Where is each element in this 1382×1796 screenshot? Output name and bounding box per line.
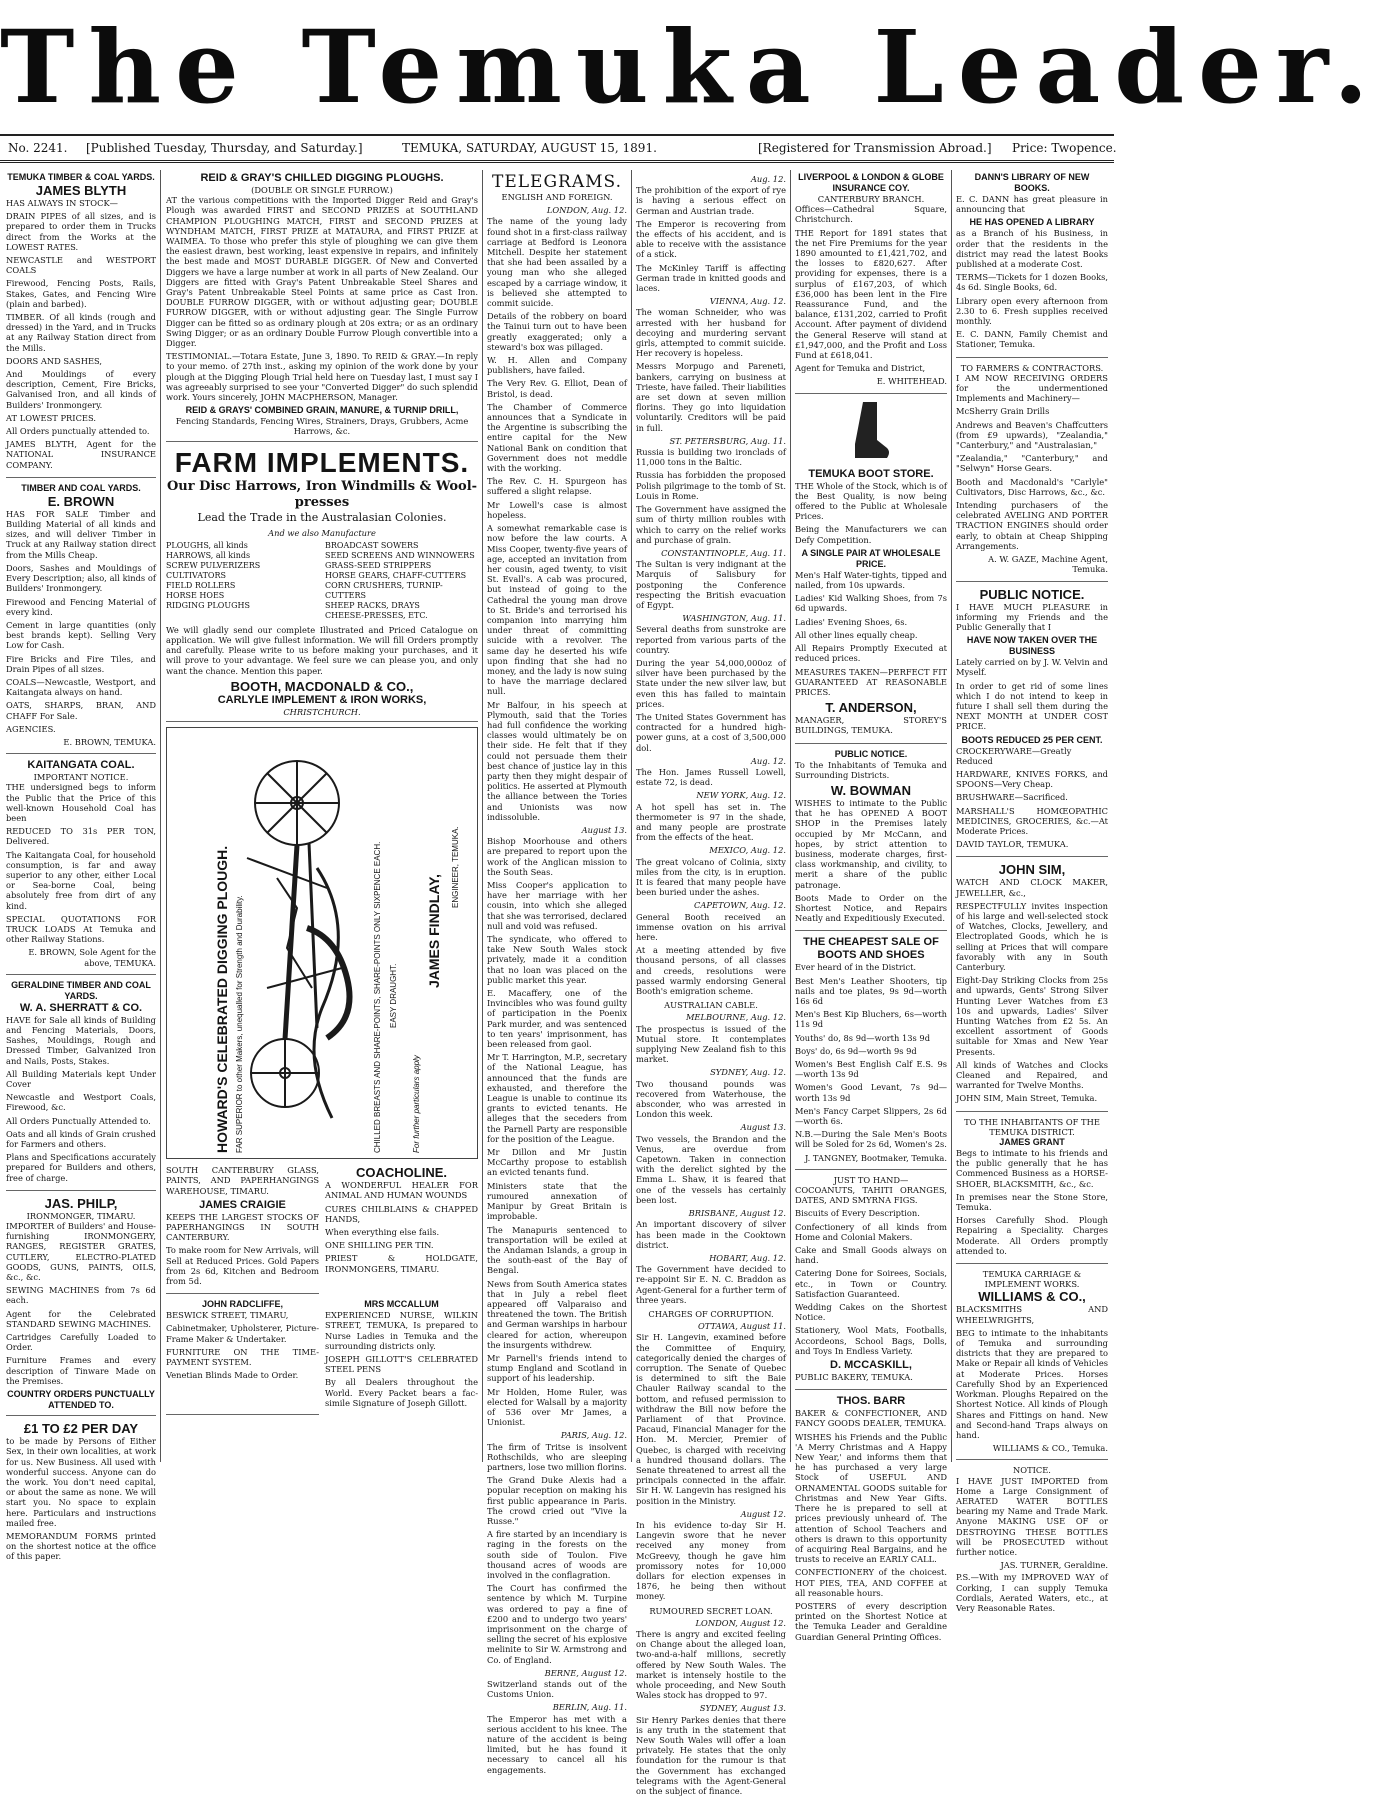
ad-howards-plough: HOWARD'S CELEBRATED DIGGING PLOUGH. FAR SUPERIOR to other Makers, unequalled for Strength and Durability. CHILLED BREASTS AND SHARE-POINTS, SHARE-POINTS ONLY SIXPENCE EACH. EASY DRAUGHT. For further particulars apply JAMES FINDLAY, ENGINEER, TEMUKA.: [166, 727, 478, 1159]
news-paragraph: A fire started by an incendiary is raging in the forests on the south side of Toulon. Five thousand acres of woods are involved in the conflagration.: [487, 1529, 627, 1580]
news-paragraph: Two vessels, the Brandon and the Venus, are overdue from Capetown. Taken in connection with the derelict sighted by the Emma L. Shaw, it is feared that one of the vessels has certainly been lost.: [636, 1133, 786, 1205]
ad-name: W. A. SHERRATT & CO.: [19, 1001, 143, 1014]
dateline-entry: BERNE, August 12.: [544, 1667, 627, 1678]
dateline-entry: LONDON, August 12.: [695, 1617, 786, 1628]
registration-note: [Registered for Transmission Abroad.]: [758, 141, 992, 155]
ad-temuka-boot-store: TEMUKA BOOT STORE. THE Whole of the Stock, which is of the Best Quality, is now being offered to the Public at Wholesale Prices. Being the Manufacturers we can Defy Competition. A SINGLE PAIR AT WHOLESALE PRICE. Men's Half Water-tights, tipped and nailed, from 10s upwards. Ladies' Kid Walking Shoes, from 7s 6d upwards. Ladies' Evening Shoes, 6s. All other lines equally cheap. All Repairs Promptly Executed at reduced prices. MEASURES TAKEN—PERFECT FIT GUARANTEED AT REASONABLE PRICES. T. ANDERSON, MANAGER, STOREY'S BUILDINGS, TEMUKA.: [795, 400, 947, 744]
news-paragraph: Russia is building two ironclads of 11,000 tons in the Baltic.: [636, 447, 786, 468]
news-paragraph: The Very Rev. G. Elliot, Dean of Bristol, is dead.: [487, 378, 627, 399]
implement-lists: PLOUGHS, all kinds HARROWS, all kinds SCREW PULVERIZERS CULTIVATORS FIELD ROLLERS HORSE HOES RIDGING PLOUGHS BROADCAST SOWERS SEED SCREENS AND WINNOWERS GRASS-SEED STRIPPERS HORSE GEARS, CHAFF-CUTTERS CORN CRUSHERS, TURNIP-CUTTERS SHEEP RACKS, DRAYS CHEESE-PRESSES, ETC.: [166, 540, 475, 620]
issue-number: No. 2241.: [8, 141, 68, 155]
news-paragraph: Mr Balfour, in his speech at Plymouth, said that the Tories had full confidence the working classes would ultimately be on their side. He felt that if they could not persuade them their best chance of justice lay in this party then they might despair of politics. He asserted at Plymouth the alliance between the Tories and Unionists was now indissoluble.: [487, 699, 627, 822]
ad-radcliffe: JOHN RADCLIFFE, BESWICK STREET, TIMARU, Cabinetmaker, Upholsterer, Picture-Frame Maker & Undertaker. FURNITURE ON THE TIME-PAYMENT SYSTEM. Venetian Blinds Made to Order.: [166, 1299, 319, 1415]
column-5: [795, 172, 947, 1642]
news-paragraph: The Court has confirmed the sentence by which M. Turpine was ordered to pay a fine of £200 and to undergo two years' imprisonment on the charge of selling the secret of his explosive melinite to Sir W. Armstrong and Co. of England.: [487, 1583, 627, 1665]
findlay-name: JAMES FINDLAY,: [426, 874, 442, 989]
small-ads-row-1: [166, 1165, 478, 1299]
farm-title: FARM IMPLEMENTS.: [174, 446, 470, 478]
news-paragraph: E. Macaffery, one of the Invincibles who was found guilty of participation in the Poenix Park murder, and was sentenced to ten years' imprisonment, has been released from gaol.: [487, 988, 627, 1050]
dateline-entry: BRISBANE, August 12.: [688, 1208, 786, 1219]
ad-barr: THOS. BARR BAKER & CONFECTIONER, AND FANCY GOODS DEALER, TEMUKA. WISHES his Friends and the Public 'A Merry Christmas and A Happy New Year,' and informs them that he has purchased a very large Stock of USEFUL AND ORNAMENTAL GOODS suitable for Christmas and New Year Gifts. There he is prepared to sell at prices previously unheard of. The attention of School Teachers and others is drawn to this opportunity of acquiring Real Bargains, and he trusts to receive an EARLY CALL. CONFECTIONERY of the choicest. HOT PIES, TEA, AND COFFEE at all reasonable hours. POSTERS of every description printed on the Shortest Notice at the Temuka Leader and Geraldine Guardian General Printing Offices.: [795, 1395, 947, 1642]
ad-craigie: SOUTH CANTERBURY GLASS, PAINTS, AND PAPERHANGINGS WAREHOUSE, TIMARU. JAMES CRAIGIE KEEPS THE LARGEST STOCKS OF PAPERHANGINGS IN SOUTH CANTERBURY. To make room for New Arrivals, will Sell at Reduced Prices. Gold Papers from 2s 6d, Kitchen and Bedroom from 5d.: [166, 1165, 319, 1294]
ad-mccaskill: JUST TO HAND— COCOANUTS, TAHITI ORANGES, DATES, AND SMYRNA FIGS. Biscuits of Every Description. Confectionery of all kinds from Home and Colonial Makers. Cake and Small Goods always on hand. Catering Done for Soirees, Socials, etc., in Town or Country. Satisfaction Guaranteed. Wedding Cakes on the Shortest Notice. Stationery, Wool Mats, Footballs, Accordeons, School Bags, Dolls, and Toys In Endless Variety. D. MCCASKILL, PUBLIC BAKERY, TEMUKA.: [795, 1175, 947, 1390]
ad-james-grant: TO THE INHABITANTS OF THE TEMUKA DISTRICT. JAMES GRANT Begs to intimate to his friends and the public generally that he has Commenced Business as a HORSE-SHOER, BLACKSMITH, &c., &c. In premises near the Stone Store, Temuka. Horses Carefully Shod. Plough Repairing a Speciality. Charges Moderate. All Orders promptly attended to.: [956, 1117, 1108, 1264]
column-2: [166, 172, 478, 1457]
dateline-entry: OTTAWA, August 11.: [697, 1321, 786, 1332]
news-paragraph: Russia has forbidden the proposed Polish pilgrimage to the tomb of St. Louis in Rome.: [636, 470, 786, 501]
subsection-heading: CHARGES OF CORRUPTION.: [648, 1308, 774, 1319]
small-ads-row-2: [166, 1299, 478, 1420]
dateline-entry: WASHINGTON, Aug. 11.: [682, 613, 786, 624]
news-paragraph: The United States Government has contracted for a hundred high-power guns, at a cost of 3,500,000 dol.: [636, 711, 786, 753]
news-paragraph: The prospectus is issued of the Mutual store. It contemplates supplying New Zealand fish to this market.: [636, 1023, 786, 1065]
ad-williams: TEMUKA CARRIAGE & IMPLEMENT WORKS. WILLIAMS & CO., BLACKSMITHS AND WHEELWRIGHTS, BEG to intimate to the inhabitants of Temuka and surrounding districts that they are prepared to Make or Repair all kinds of Vehicles at Moderate Prices. Horses Carefully Shod by an Experienced Workman. Ploughs Repaired on the Shortest Notice. All kinds of Plough Shares and Fittings on hand. New and Second-hand Traps always on hand. WILLIAMS & CO., Temuka.: [956, 1269, 1108, 1460]
ad-mccallum-gillott: MRS MCCALLUM EXPERIENCED NURSE, WILKIN STREET, TEMUKA, Is prepared to Nurse Ladies in Temuka and the surrounding districts only. JOSEPH GILLOTT'S CELEBRATED STEEL PENS By all Dealers throughout the World. Every Packet bears a fac-simile Signature of Joseph Gillott.: [325, 1299, 478, 1408]
dateline-entry: BERLIN, Aug. 11.: [552, 1702, 627, 1713]
dateline-entry: MEXICO, Aug. 12.: [709, 845, 786, 856]
news-paragraph: Ministers state that the rumoured annexation of Manipur by Great Britain is improbable.: [487, 1180, 627, 1222]
place-and-date: TEMUKA, SATURDAY, AUGUST 15, 1891.: [402, 141, 657, 155]
ad-pound-per-day: £1 TO £2 PER DAY to be made by Persons of Either Sex, in their own localities, at work for us. New Business. All used with wonderful success. Anyone can do the work. You don't need capital, or about the same as none. We will start you. No space to explain here. Particulars and instructions mailed free. MEMORANDUM FORMS printed on the shortest notice at the office of this paper.: [6, 1421, 156, 1562]
news-paragraph: In his evidence to-day Sir H. Langevin swore that he never received any money from McGreevy, though he gave him promissory notes for 10,000 dollars for election expenses in 1876, he being then without money.: [636, 1519, 786, 1602]
news-paragraph: Messrs Morpugo and Pareneti, bankers, carrying on business at Trieste, have failed. Their liabilities are set down at seven million florins. They go into liquidation voluntarily. Creditors will be paid in full.: [636, 361, 786, 433]
news-paragraph: A hot spell has set in. The thermometer is 97 in the shade, and many people are prostrate from the effects of the heat.: [636, 801, 786, 843]
dateline-entry: LONDON, Aug. 12.: [546, 205, 627, 216]
ad-philp: JAS. PHILP, IRONMONGER, TIMARU. IMPORTER of Builders' and House-furnishing IRONMONGERY, RANGES, REGISTER GRATES, CUTLERY, ELECTRO-PLATED GOODS, GUNS, PAINTS, OILS, &c., &c. SEWING MACHINES from 7s 6d each. Agent for the Celebrated STANDARD SEWING MACHINES. Cartridges Carefully Loaded to Order. Furniture Frames and every description of Tinware Made on the Premises. COUNTRY ORDERS PUNCTUALLY ATTENDED TO.: [6, 1196, 156, 1416]
news-paragraph: Mr Lowell's case is almost hopeless.: [487, 499, 627, 520]
news-paragraph: The great volcano of Colinia, sixty miles from the city, is in eruption. It is feared that many people have been buried under the ashes.: [636, 856, 786, 898]
news-paragraph: Details of the robbery on board the Tainui turn out to have been greatly exaggerated; only a steward's box was pillaged.: [487, 311, 627, 352]
ad-temuka-timber: TEMUKA TIMBER & COAL YARDS. JAMES BLYTH HAS ALWAYS IN STOCK— DRAIN PIPES of all sizes, and is prepared to order them in Trucks direct from the Works at the LOWEST RATES. NEWCASTLE and WESTPORT COALS Firewood, Fencing Posts, Rails, Stakes, Gates, and Fencing Wire (plain and barbed). TIMBER. Of all kinds (rough and dressed) in the Yard, and in Trucks at any Railway Station direct from the Mills. DOORS AND SASHES, And Mouldings of every description, Cement, Fire Bricks, Galvanised Iron, and all kinds of Builders' Ironmongery. AT LOWEST PRICES. All Orders punctually attended to. JAMES BLYTH, Agent for the NATIONAL INSURANCE COMPANY.: [6, 172, 156, 478]
news-paragraph: Mr Parnell's friends intend to stump England and Scotland in support of his leadership.: [487, 1352, 627, 1384]
news-paragraph: The syndicate, who offered to take New South Wales stock privately, made it a condition that no loan was placed on the public market this year.: [487, 934, 627, 985]
news-paragraph: Switzerland stands out of the Customs Union.: [487, 1679, 627, 1700]
ad-name: IRONMONGER, TIMARU.: [26, 1210, 136, 1221]
section-heading-telegrams: TELEGRAMS.: [492, 172, 622, 192]
dateline-bar: [0, 134, 1117, 163]
news-paragraph: The Manapuris sentenced to transportation will be exiled at the Andaman Islands, a group in the south-east of the Bay of Bengal.: [487, 1224, 627, 1276]
plough-title: HOWARD'S CELEBRATED DIGGING PLOUGH.: [214, 845, 230, 1154]
news-paragraph: The firm of Tritse is insolvent Rothschilds, who are sleeping partners, lose two million florins.: [487, 1441, 627, 1472]
ad-liverpool-insurance: LIVERPOOL & LONDON & GLOBE INSURANCE COY. CANTERBURY BRANCH. Offices—Cathedral Square, Christchurch. THE Report for 1891 states that the net Fire Premiums for the year 1890 amounted to £1,421,702, and the losses to £820,627. After providing for expenses, there is a surplus of £167,203, of which £36,000 has been lent in the Fire Reassurance Fund, and the balance, £131,202, carried to Profit Account. After payment of dividend the General Reserve will stand at £1,947,000, and the Profit and Loss Fund at £618,041. Agent for Temuka and District, E. WHITEHEAD.: [795, 172, 947, 394]
dateline-entry: PARIS, Aug. 12.: [560, 1430, 627, 1441]
ad-name: JAMES BLYTH: [35, 183, 127, 198]
ad-bowman: PUBLIC NOTICE. To the Inhabitants of Temuka and Surrounding Districts. W. BOWMAN WISHES to intimate to the Public that he has OPENED A BOOT SHOP in the Premises lately occupied by Mr McCann, and hopes, by strict attention to business, moderate charges, first-class workmanship, and civility, to merit a share of the public patronage. Boots Made to Order on the Shortest Notice, and Repairs Neatly and Expeditiously Executed.: [795, 749, 947, 932]
news-paragraph: The Rev. C. H. Spurgeon has suffered a slight relapse.: [487, 476, 627, 497]
ad-heading: KAITANGATA COAL.: [27, 759, 135, 772]
news-paragraph: The Chamber of Commerce announces that a Syndicate in the Argentine is subscribing the entire capital for the New National Bank on condition that Government does not meddle with the working.: [487, 401, 627, 474]
news-paragraph: Two thousand pounds was recovered from Waterhouse, the absconder, who was arrested in London this week.: [636, 1078, 786, 1120]
masthead-title: The Temuka Leader.: [0, 8, 1382, 126]
dateline-entry: HOBART, Aug. 12.: [709, 1252, 786, 1263]
news-paragraph: The woman Schneider, who was arrested with her husband for decoying and murdering servant girls, attempted to commit suicide. Her recovery is hopeless.: [636, 307, 786, 359]
news-paragraph: The Grand Duke Alexis had a popular reception on making his first public appearance in Paris. The crowd cried out "Vive la Russe.": [487, 1475, 627, 1526]
ad-heading: JAS. PHILP,: [44, 1195, 118, 1211]
news-paragraph: The prohibition of the export of rye is having a serious effect on German and Austrian trade.: [636, 185, 786, 216]
news-paragraph: During the year 54,000,000oz of silver have been purchased by the State under the new silver law, but even this has failed to maintain prices.: [636, 657, 786, 709]
dateline-entry: CAPETOWN, Aug. 12.: [694, 900, 786, 911]
news-paragraph: The Emperor has met with a serious accident to his knee. The nature of the accident is being limited, but he has found it necessary to cancel all his engagements.: [487, 1713, 627, 1775]
news-paragraph: Miss Cooper's application to have her marriage with her cousin, into which she alleged that she was terrorised, declared null and void was refused.: [487, 880, 627, 931]
news-paragraph: Mr Dillon and Mr Justin McCarthy propose to establish an evicted tenants fund.: [487, 1147, 627, 1178]
subsection-heading: AUSTRALIAN CABLE.: [664, 1000, 758, 1011]
news-paragraph: The Hon. James Russell Lowell, estate 72, is dead.: [636, 766, 786, 788]
column-1: [6, 172, 156, 1562]
news-paragraph: The McKinley Tariff is affecting German trade in knitted goods and laces.: [636, 262, 786, 294]
ad-john-sim: JOHN SIM, WATCH AND CLOCK MAKER, JEWELLER, &c., RESPECTFULLY invites inspection of his large and well-selected stock of Watches, Clocks, Jewellery, and Electroplated Goods, which he is selling at Prices that will compare favorably with any in South Canterbury. Eight-Day Striking Clocks from 25s and upwards, Gents' Strong Silver Hunting Lever Watches from £3 10s and upwards, Ladies' Silver Hunting Watches from £2 5s. An excellent assortment of Goods suitable for Xmas and New Year Presents. All kinds of Watches and Clocks Cleaned and Repaired, and warranted for Twelve Months. JOHN SIM, Main Street, Temuka.: [956, 862, 1108, 1111]
news-paragraph: News from South America states that in July a rebel fleet appeared off Valparaiso and threatened the town. The British and German warships in harbour cleared for action, whereupon the insurgents withdrew.: [487, 1278, 627, 1350]
news-paragraph: An important discovery of silver has been made in the Cooktown district.: [636, 1219, 786, 1250]
ad-gaze: TO FARMERS & CONTRACTORS. I AM NOW RECEIVING ORDERS for the undermentioned Implements and Machinery— McSherry Grain Drills Andrews and Beaven's Chaffcutters (from £9 upwards), "Zealandia," "Canterbury," and "Australasian," "Zealandia," "Canterbury," and "Selwyn" Horse Gears. Booth and Macdonald's "Carlyle" Cultivators, Disc Harrows, &c., &c. Intending purchasers of the celebrated AVELING AND PORTER TRACTION ENGINES should order early, to obtain at Cheap Shipping Arrangements. A. W. GAZE, Machine Agent, Temuka.: [956, 363, 1108, 582]
dateline-entry: Aug. 12.: [750, 755, 786, 766]
dateline-entry: August 12.: [740, 1508, 786, 1519]
ad-heading: TIMBER AND COAL YARDS.: [21, 482, 141, 493]
ad-name: IMPORTANT NOTICE.: [33, 772, 129, 783]
news-paragraph: There is angry and excited feeling on Change about the alleged loan, two-and-a-half millions, secretly offered by New South Wales. The market is intensely hostile to the whole proceeding, and New South Wales stock has dropped to 97.: [636, 1629, 786, 1701]
dateline-entry: Aug. 12.: [750, 174, 786, 184]
news-paragraph: Mr Holden, Home Ruler, was elected for Walsall by a majority of 536 over Mr James, a Unionist.: [487, 1386, 627, 1428]
news-paragraph: Several deaths from sunstroke are reported from various parts of the country.: [636, 624, 786, 655]
telegram-list-continued: [636, 174, 786, 1796]
ad-heading: GERALDINE TIMBER AND COAL YARDS.: [11, 979, 151, 1001]
news-paragraph: Sir Henry Parkes denies that there is any truth in the statement that New South Wales will offer a loan privately. He states that the only foundation for the rumour is that the Government has exchanged telegrams with the Agent-General on the subject of finance.: [636, 1714, 786, 1796]
publication-days: [Published Tuesday, Thursday, and Saturday.]: [86, 141, 363, 155]
dateline-entry: SYDNEY, August 13.: [699, 1703, 786, 1714]
news-paragraph: Bishop Moorhouse and others are prepared to report upon the work of the Anglican mission to the South Seas.: [487, 836, 627, 877]
dateline-entry: NEW YORK, Aug. 12.: [696, 790, 786, 801]
dateline-entry: August 13.: [740, 1122, 786, 1133]
ad-dann-library: DANN'S LIBRARY OF NEW BOOKS. E. C. DANN has great pleasure in announcing that HE HAS OPENED A LIBRARY as a Branch of his Business, in order that the residents in the district may read the latest Books published at a moderate Cost. TERMS—Tickets for 1 dozen Books, 4s 6d. Single Books, 6d. Library open every afternoon from 2.30 to 6. Fresh supplies received monthly. E. C. DANN, Family Chemist and Stationer, Temuka.: [956, 172, 1108, 358]
ad-heading: TEMUKA TIMBER & COAL YARDS.: [7, 172, 155, 182]
news-paragraph: The Emperor is recovering from the effects of his accident, and is able to receive with the assistance of a stick.: [636, 218, 786, 260]
news-paragraph: At a meeting attended by five thousand persons, of all classes and creeds, resolutions were passed warmly endorsing General Booth's emigration scheme.: [636, 945, 786, 997]
dateline-entry: ST. PETERSBURG, Aug. 11.: [669, 435, 786, 446]
ad-farm-implements: FARM IMPLEMENTS. Our Disc Harrows, Iron Windmills & Wool-presses Lead the Trade in the Australasian Colonies. And we also Manufacture PLOUGHS, all kinds HARROWS, all kinds SCREW PULVERIZERS CULTIVATORS FIELD ROLLERS HORSE HOES RIDGING PLOUGHS BROADCAST SOWERS SEED SCREENS AND WINNOWERS GRASS-SEED STRIPPERS HORSE GEARS, CHAFF-CUTTERS CORN CRUSHERS, TURNIP-CUTTERS SHEEP RACKS, DRAYS CHEESE-PRESSES, ETC. We will gladly send our complete Illustrated and Priced Catalogue on application. We will give fullest information. We will fill Orders promptly and carefully. Please write to us before making your purchases, and it will prove to your advantage. We feel sure we can please you, and only want the chance. Mention this paper. BOOTH, MACDONALD & CO., CARLYLE IMPLEMENT & IRON WORKS, CHRISTCHURCH.: [166, 447, 478, 722]
ad-kaitangata-coal: KAITANGATA COAL. IMPORTANT NOTICE. THE undersigned begs to inform the Public that the Price of this well-known Household Coal has been REDUCED TO 31s PER TON, Delivered. The Kaitangata Coal, for household consumption, is far and away superior to any other, either Local or Sea-borne Coal, being absolutely free from dirt of any kind. SPECIAL QUOTATIONS FOR TRUCK LOADS At Temuka and other Railway Stations. E. BROWN, Sole Agent for the above, TEMUKA.: [6, 759, 156, 975]
news-paragraph: The Government have decided to re-appoint Sir E. N. C. Braddon as Agent-General for a further term of three years.: [636, 1264, 786, 1305]
ad-brown-timber: TIMBER AND COAL YARDS. E. BROWN HAS FOR SALE Timber and Building Material of all kinds and sizes, and will deliver Timber in Truck at any Railway station direct from the Mills Cheap. Doors, Sashes and Mouldings of Every Description; also, all kinds of Builders' Ironmongery. Firewood and Fencing Material of every kind. Cement in large quantities (only best brands kept). Selling Very Low for Cash. Fire Bricks and Fire Tiles, and Drain Pipes of all sizes. COALS—Newcastle, Westport, and Kaitangata always on hand. OATS, SHARPS, BRAN, AND CHAFF For Sale. AGENCIES. E. BROWN, TEMUKA.: [6, 483, 156, 754]
ad-heading: £1 TO £2 PER DAY: [23, 1421, 139, 1437]
news-paragraph: Mr T. Harrington, M.P., secretary of the National League, has announced that the funds are exhausted, and therefore the League is unable to continue its grants to evicted tenants. He alleges that the seceders from the Parnell Party are responsible for the position of the League.: [487, 1052, 627, 1144]
boot-icon: [851, 400, 891, 462]
column-4-telegrams: [636, 172, 786, 1796]
news-paragraph: The Government have assigned the sum of thirty million roubles with which to carry on the relief works and purchase of grain.: [636, 504, 786, 545]
column-6: [956, 172, 1108, 1613]
subsection-heading: RUMOURED SECRET LOAN.: [649, 1605, 773, 1616]
ad-turner: NOTICE. I HAVE JUST IMPORTED from Home a Large Consignment of AERATED WATER BOTTLES bearing my Name and Trade Mark. Anyone MAKING USE OF or DESTROYING THESE BOTTLES will be PROSECUTED without further notice. JAS. TURNER, Geraldine. P.S.—With my IMPROVED WAY of Corking, I can supply Temuka Cordials, Aerated Waters, etc., at Very Reasonable Rates.: [956, 1465, 1108, 1613]
ad-taylor: PUBLIC NOTICE. I HAVE MUCH PLEASURE in informing my Friends and the Public Generally that I HAVE NOW TAKEN OVER THE BUSINESS Lately carried on by J. W. Velvin and Myself. In order to get rid of some lines which I do not intend to keep in future I shall sell them during the NEXT MONTH at UNDER COST PRICE. BOOTS REDUCED 25 PER CENT. CROCKERYWARE—Greatly Reduced HARDWARE, KNIVES FORKS, and SPOONS—Very Cheap. BRUSHWARE—Sacrificed. MARSHALL'S HOMŒOPATHIC MEDICINES, GROCERIES, &c.—At Moderate Prices. DAVID TAYLOR, TEMUKA.: [956, 587, 1108, 858]
ad-reid-gray: REID & GRAY'S CHILLED DIGGING PLOUGHS. (DOUBLE OR SINGLE FURROW.) AT the various competitions with the Imported Digger Reid and Gray's Plough was awarded FIRST and SECOND PRIZES at SOUTHLAND CHAMPION PLOUGHING MATCH, FIRST and SECOND PRIZES at WYNDHAM MATCH, FIRST PRIZE at MATAURA, and FIRST PRIZE at WAIMEA. To those who prefer this style of ploughing we can give them the easiest drawn, best working, least expensive in repairs, and infinitely the best made and MOST DURABLE DIGGER. Of New and Converted Diggers we have a large number at work in all parts of New Zealand. Our Diggers are fitted with Gray's Patent Unbreakable Steel Shares and Gray's Patent Unbreakable Steel Points at same price as Cast Iron. DOUBLE FURROW DIGGER, with or without adjusting gear; DOUBLE FURROW DIGGER, with or without adjusting gear. The Single Furrow Digger can be fitted so as ordinary plough at 20s extra; or as an ordinary Swing Digger; or as an ordinary Double Furrow Plough convertible into a Digger. TESTIMONIAL.—Totara Estate, June 3, 1890. To REID & GRAY.—In reply to your memo. of 27th inst., asking my opinion of the work done by your plough at the Digging Plough Trial held here on Tuesday last, I must say I was agreeably surprised to see your "Converted Digger" do such splendid work. Yours sincerely, JOHN MACPHERSON, Manager. REID & GRAYS' COMBINED GRAIN, MANURE, & TURNIP DRILL, Fencing Standards, Fencing Wires, Strainers, Drays, Grubbers, Acme Harrows, &c.: [166, 172, 478, 442]
ad-heading: REID & GRAY'S CHILLED DIGGING PLOUGHS.: [200, 172, 444, 184]
news-paragraph: Sir H. Langevin, examined before the Committee of Enquiry, categorically denied the charges of corruption. The Senate of Quebec is determined to sift the Baie Chauler Railway scandal to the bottom, and refused permission to withdraw the Bill now before the Parliament of that Province. Pacaud, Financial Manager for the Hon. M. Mercier, Premier of Quebec, is charged with receiving a hundred thousand dollars. The Senate threatened to arrest all the principals connected in the affair. Sir H. W. Langevin has resigned his position in the Ministry.: [636, 1332, 786, 1506]
dateline-entry: August 13.: [581, 824, 627, 835]
ad-coacholine: COACHOLINE. A WONDERFUL HEALER FOR ANIMAL AND HUMAN WOUNDS CURES CHILBLAINS & CHAPPED HANDS, When everything else fails. ONE SHILLING PER TIN. PRIEST & HOLDGATE, IRONMONGERS, TIMARU.: [325, 1165, 478, 1274]
news-paragraph: W. H. Allen and Company publishers, have failed.: [487, 355, 627, 376]
news-paragraph: The name of the young lady found shot in a first-class railway carriage at Bedford is Leonora Mitchell. Despite her statement that she had been assailed by a young man who she alleged escaped by a carriage window, it is believed she attempted to commit suicide.: [487, 216, 627, 309]
news-paragraph: The Sultan is very indignant at the Marquis of Salisbury for postponing the Conference respecting the British evacuation of Egypt.: [636, 559, 786, 610]
price: Price: Twopence.: [1012, 141, 1117, 155]
dateline-entry: CONSTANTINOPLE, Aug. 11.: [661, 547, 786, 558]
news-paragraph: General Booth received an immense ovation on his arrival here.: [636, 911, 786, 943]
news-paragraph: A somewhat remarkable case is now before the law courts. A Miss Cooper, twenty-five years of age, accepted an invitation from her cousin, aged twenty, to visit St. Evall's. A cab was procured, but instead of going to the Cathedral the young man drove to St. Bride's and terrorised his companion into marrying him under threat of committing suicide with a revolver. The same day he deserted his wife upon finding that she had no money, and the lady is now suing to have the marriage declared null.: [487, 523, 627, 697]
column-3-telegrams: TELEGRAMS. ENGLISH AND FOREIGN. LONDON, Aug. 12. The name of the young lady found shot in a first-class railway carriage at Bedford is Leonora Mitchell. Despite her statement that she had been assailed by a young man who she alleged escaped by a carriage window, it is believed she attempted to commit suicide. Details of the robbery on board the Tainui turn out to have been greatly exaggerated; only a steward's box was pillaged. W. H. Allen and Company publishers, have failed. The Very Rev. G. Elliot, Dean of Bristol, is dead. The Chamber of Commerce announces that a Syndicate in the Argentine is subscribing the entire capital for the New National Bank on condition that Government does not meddle with the working. The Rev. C. H. Spurgeon has suffered a slight relapse. Mr Lowell's case is almost hopeless. A somewhat remarkable case is now before the law courts. A Miss Cooper, twenty-five years of age, accepted an invitation from her cousin, aged twenty, to visit St. Evall's. A cab was procured, but instead of going to the Cathedral the young man drove to St. Bride's and terrorised his companion into marrying him under threat of committing suicide with a revolver. The same day he deserted his wife upon finding that she had no money, and the lady is now suing to have the marriage declared null. Mr Balfour, in his speech at Plymouth, said that the Tories had full confidence the working classes would ultimately be on their side. He felt that if they could not persuade them their best chance of justice lay in this party then they might despair of politics. He asserted at Plymouth the alliance between the Tories and Unionists was now indissoluble. August 13. Bishop Moorhouse and others are prepared to report upon the work of the Anglican mission to the South Seas. Miss Cooper's application to have her marriage with her cousin, into which she alleged that she was terrorised, declared null and void was refused. The syndicate, who offered to take New South Wales stock privately, made it a condition that no loan was placed on the public market this year. E. Macaffery, one of the Invincibles who was found guilty of participation in the Poenix Park murder, and was sentenced to ten years' imprisonment, has been released from gaol. Mr T. Harrington, M.P., secretary of the National League, has announced that the funds are exhausted, and therefore the League is unable to continue its grants to evicted tenants. He alleges that the seceders from the Parnell Party are responsible for the position of the League. Mr Dillon and Mr Justin McCarthy propose to establish an evicted tenants fund. Ministers state that the rumoured annexation of Manipur by Great Britain is improbable. The Manapuris sentenced to transportation will be exiled at the Andaman Islands, a group in the south-east of the Bay of Bengal. News from South America states that in July a rebel fleet appeared off Valparaiso and threatened the town. The British and German warships in harbour cleared for action, whereupon the insurgents withdrew. Mr Parnell's friends intend to stump England and Scotland in support of his leadership. Mr Holden, Home Ruler, was elected for Walsall by a majority of 536 over Mr James, a Unionist. PARIS, Aug. 12. The firm of Tritse is insolvent Rothschilds, who are sleeping partners, lose two million florins. The Grand Duke Alexis had a popular reception on making his first public appearance in Paris. The crowd cried out "Vive la Russe." A fire started by an incendiary is raging in the forests on the south side of Toulon. Five thousand acres of woods are involved in the conflagration. The Court has confirmed the sentence by which M. Turpine was ordered to pay a fine of £200 and to undergo two years' imprisonment on the charge of selling the secret of his explosive melinite to Sir W. Armstrong and Co. of England. BERNE, August 12. Switzerland stands out of the Customs Union. BERLIN, Aug. 11. The Emperor has met with a serious accident to his knee. The nature of the accident is being limited, but he has found it necessary to cancel all his engagements.: [487, 172, 627, 1775]
ad-name: E. BROWN: [47, 493, 115, 509]
ad-cheapest-boots: THE CHEAPEST SALE OF BOOTS AND SHOES Ever heard of in the District. Best Men's Leather Shooters, tip nails and toe plates, 9s 9d—worth 16s 6d Men's Best Kip Bluchers, 6s—worth 11s 9d Youths' do, 8s 9d—worth 13s 9d Boys' do, 6s 9d—worth 9s 9d Women's Best English Calf E.S. 9s—worth 13s 9d Women's Good Levant, 7s 9d—worth 13s 9d Men's Fancy Carpet Slippers, 2s 6d—worth 6s. N.B.—During the Sale Men's Boots will be Soled for 2s 6d, Women's 2s. J. TANGNEY, Bootmaker, Temuka.: [795, 936, 947, 1169]
telegram-list: [487, 205, 627, 1775]
masthead: [0, 0, 1382, 128]
dateline-entry: VIENNA, Aug. 12.: [709, 296, 786, 307]
dateline-entry: MELBOURNE, Aug. 12.: [685, 1012, 786, 1023]
ad-sherratt: GERALDINE TIMBER AND COAL YARDS. W. A. SHERRATT & CO. HAVE for Sale all kinds of Building and Fencing Materials, Doors, Sashes, Mouldings, Rough and Dressed Timber, Galvanized Iron and Nails, Posts, Stakes. All Building Materials kept Under Cover Newcastle and Westport Coals, Firewood, &c. All Orders Punctually Attended to. Oats and all kinds of Grain crushed for Farmers and others. Plans and Specifications accurately prepared for Builders and others, free of charge.: [6, 980, 156, 1191]
dateline-entry: SYDNEY, Aug. 12.: [710, 1067, 786, 1078]
